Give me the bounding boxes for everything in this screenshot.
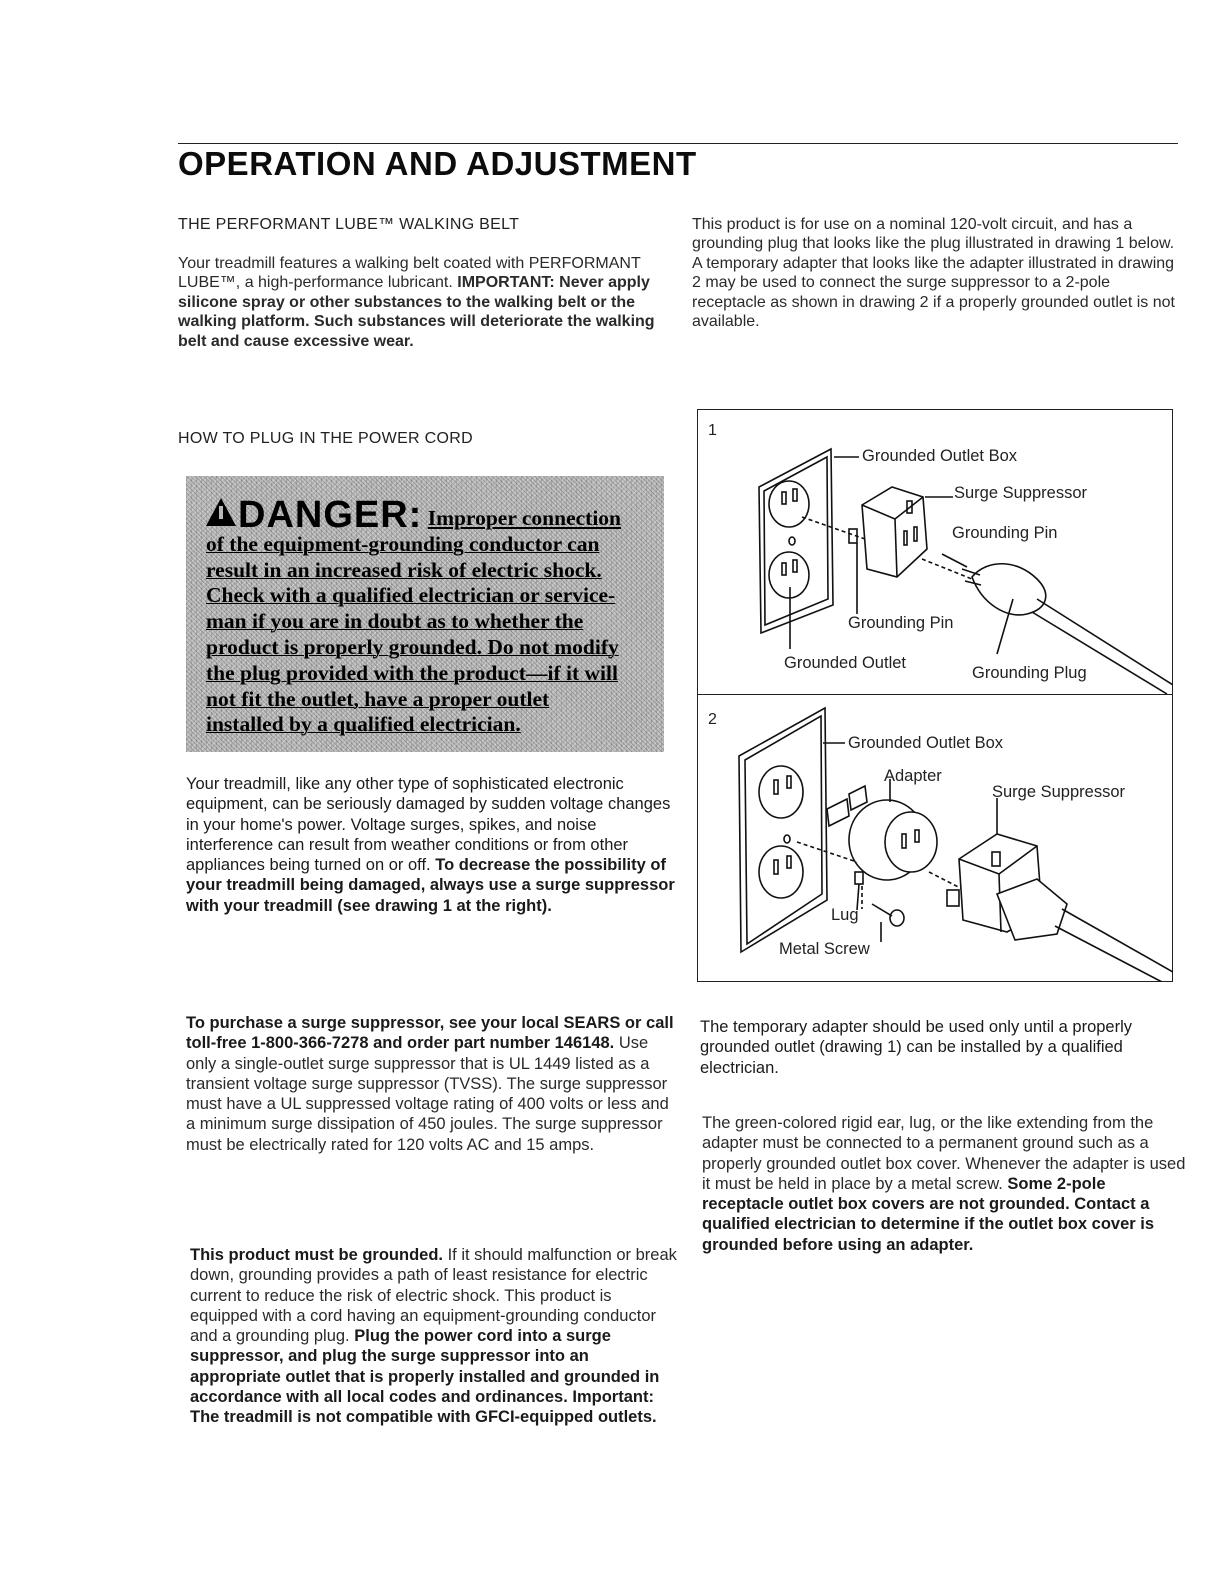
- paragraph-surge-damage: [186, 774, 676, 916]
- danger-line: result in an increased risk of electric shock.: [206, 557, 602, 582]
- walking-belt-text: Your treadmill features a walking belt coated with PERFORMANT LUBE™, a high-performance lubricant.: [178, 254, 641, 292]
- purchase-info: To purchase a surge suppressor, see your local SEARS or call toll-free 1-800-366-7278 and order part number 146148.: [186, 1014, 674, 1053]
- section-heading-walking-belt: THE PERFORMANT LUBE™ WALKING BELT: [178, 216, 520, 233]
- surge-damage-text: Your treadmill, like any other type of sophisticated electronic equipment, can be seriously damaged by sudden voltage changes in your home's power. Voltage surges, spikes, and noise interference can result from weather conditions or from other appliances being turned on or off.: [186, 775, 671, 875]
- label-adapter: Adapter: [884, 767, 942, 785]
- label-grounding-pin-left: Grounding Pin: [848, 614, 954, 632]
- danger-line: product is properly grounded. Do not modify: [206, 634, 619, 659]
- section-power-cord: [178, 429, 668, 449]
- label-grounded-outlet-box-1: Grounded Outlet Box: [862, 447, 1018, 465]
- page-title: OPERATION AND ADJUSTMENT: [178, 145, 697, 182]
- green-ear-warning: Some 2-pole receptacle outlet box covers are not grounded. Contact a qualified electrician to determine if the outlet box cover is grounded before using an adapter.: [702, 1174, 1155, 1254]
- temporary-adapter-text: The temporary adapter should be used only until a properly grounded outlet (drawing 1) can be installed by a qualified electrician.: [700, 1018, 1133, 1077]
- surge-damage-advice: To decrease the possibility of your treadmill being damaged, always use a surge suppressor with your treadmill (see drawing 1 at the right).: [186, 856, 675, 915]
- grounding-instructions: Plug the power cord into a surge suppressor, and plug the surge suppressor into an appropriate outlet that is properly installed and grounded in accordance with all local codes and ordinances. Important: The treadmill is not compatible with GFCI-equipped outlets.: [190, 1327, 660, 1427]
- paragraph-temporary-adapter: [700, 1017, 1180, 1078]
- paragraph-circuit: [692, 215, 1182, 331]
- danger-line: the plug provided with the product—if it will: [206, 660, 618, 685]
- grounding-explanation: If it should malfunction or break down, grounding provides a path of least resistance for electric current to reduce the risk of electric shock. This product is equipped with a cord having an equipment-grounding conductor and a grounding plug.: [190, 1246, 677, 1346]
- danger-line: Improper connection: [427, 506, 622, 530]
- label-surge-suppressor-1: Surge Suppressor: [954, 484, 1087, 502]
- danger-line: Check with a qualified electrician or service-: [206, 583, 616, 608]
- danger-label: DANGER:: [238, 494, 423, 536]
- paragraph-green-ear: [702, 1113, 1188, 1255]
- green-ear-text: The green-colored rigid ear, lug, or the like extending from the adapter must be connected to a permanent ground such as a properly grounded outlet box cover. Whenever the adapter is used it must be held in place by a metal screw.: [702, 1114, 1186, 1193]
- suppressor-specs: Use only a single-outlet surge suppressor that is UL 1449 listed as a transient voltage surge suppressor (TVSS). The surge suppressor must have a UL suppressed voltage rating of 400 volts or less and a minimum surge dissipation of 450 joules. The surge suppressor must be electrically rated for 120 volts AC and 15 amps.: [186, 1034, 669, 1154]
- paragraph-grounding: [190, 1245, 680, 1428]
- warning-triangle-icon: [206, 498, 236, 526]
- label-lug: Lug: [831, 906, 859, 924]
- walking-belt-important: IMPORTANT: Never apply silicone spray or other substances to the walking belt or the walking platform. Such substances will deteriorate the walking belt and cause excessive wear.: [178, 274, 655, 350]
- section-heading-power-cord: HOW TO PLUG IN THE POWER CORD: [178, 430, 473, 447]
- label-surge-suppressor-2: Surge Suppressor: [992, 783, 1125, 801]
- drawing-2-number: 2: [708, 711, 717, 728]
- danger-line: of the equipment-grounding conductor can: [206, 531, 600, 556]
- grounding-required: This product must be grounded.: [190, 1246, 443, 1264]
- label-grounded-outlet: Grounded Outlet: [784, 654, 906, 672]
- label-metal-screw: Metal Screw: [779, 940, 870, 958]
- label-grounding-plug: Grounding Plug: [972, 664, 1087, 682]
- danger-line: man if you are in doubt as to whether the: [206, 609, 584, 634]
- label-grounding-pin-right: Grounding Pin: [952, 524, 1058, 542]
- danger-warning-box: [186, 476, 664, 752]
- danger-line: not fit the outlet, have a proper outlet: [206, 686, 550, 711]
- danger-line: installed by a qualified electrician.: [206, 712, 521, 737]
- label-grounded-outlet-box-2: Grounded Outlet Box: [848, 734, 1004, 752]
- circuit-text: This product is for use on a nominal 120-volt circuit, and has a grounding plug that looks like the plug illustrated in drawing 1 below. A temporary adapter that looks like the adapter illustrated in drawing 2 may be used to connect the surge suppressor to a 2-pole receptacle as shown in drawing 2 if a properly grounded outlet is not available.: [692, 216, 1175, 331]
- section-walking-belt: [178, 215, 668, 352]
- drawing-1-number: 1: [708, 422, 717, 439]
- paragraph-purchase-suppressor: [186, 1013, 676, 1155]
